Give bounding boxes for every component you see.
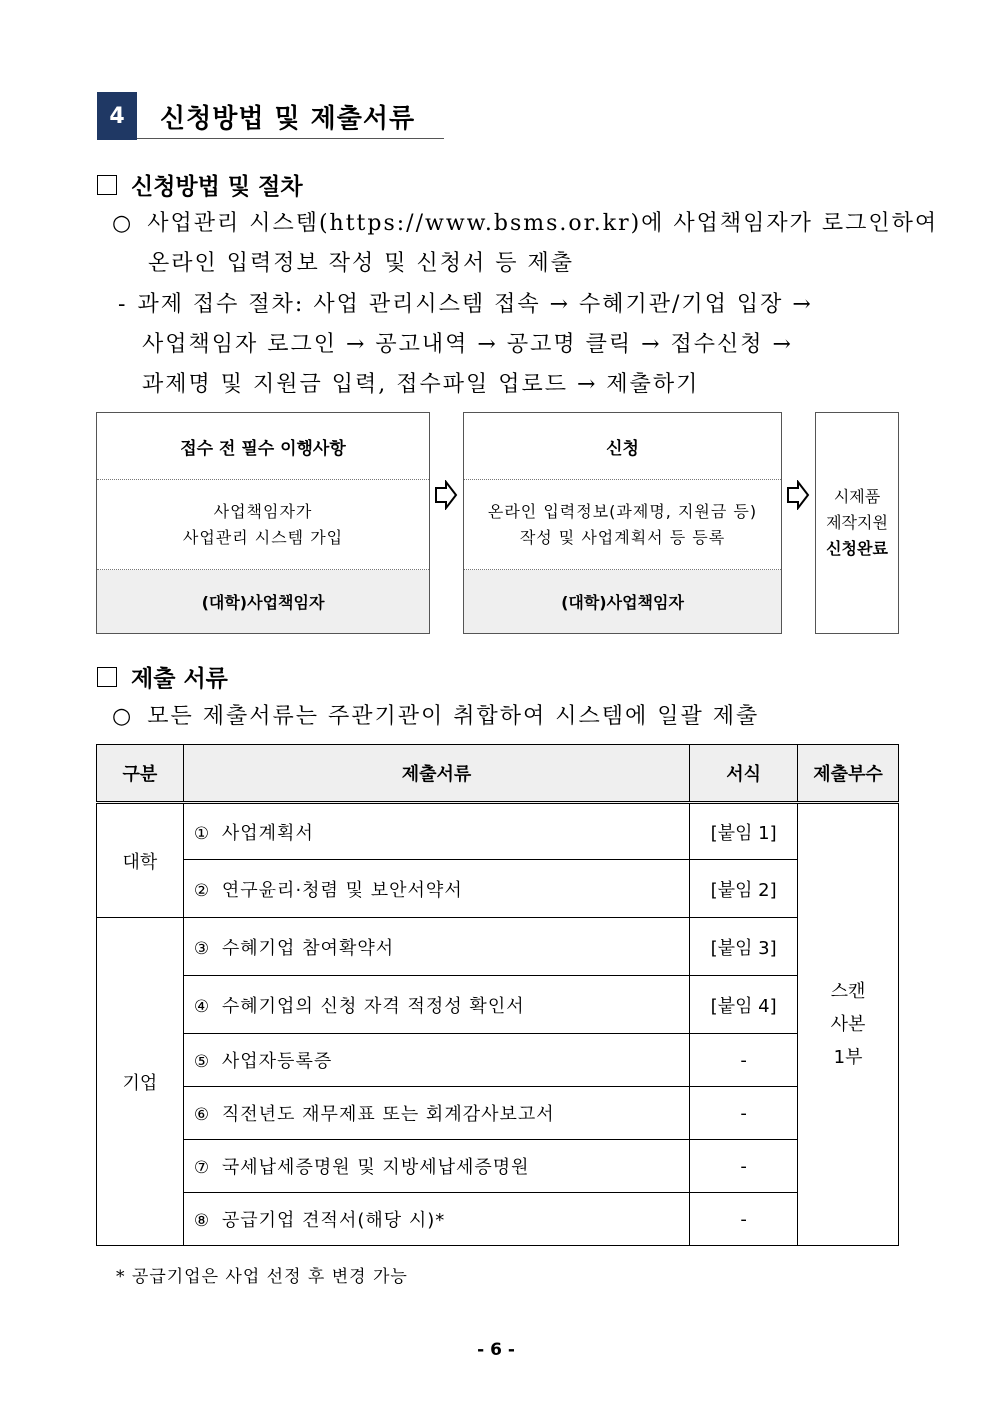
- procedure-bullet-line2: 온라인 입력정보 작성 및 신청서 등 제출: [148, 251, 574, 276]
- document-name: [183, 803, 689, 860]
- copies-line1: 스캔: [830, 981, 866, 1002]
- document-name: [183, 1087, 689, 1140]
- procedure-heading-text: 신청방법 및 절차: [131, 174, 303, 200]
- group-university: 대학: [97, 803, 184, 918]
- flow-step-3-line1: 시제품: [833, 487, 881, 506]
- table-row: [97, 1034, 899, 1087]
- document-name: [183, 1140, 689, 1193]
- dash-bullet: -: [118, 292, 128, 317]
- circle-bullet-icon: ○: [112, 704, 134, 729]
- documents-bullet-text: 모든 제출서류는 주관기관이 취합하여 시스템에 일괄 제출: [147, 704, 760, 729]
- right-arrow-icon: [786, 480, 810, 510]
- form-ref: -: [690, 1034, 798, 1087]
- table-row: [97, 976, 899, 1034]
- flow-step-2-body: [464, 480, 781, 570]
- flow-step-1-actor: (대학)사업책임자: [97, 570, 429, 633]
- circle-bullet-icon: ○: [112, 211, 134, 236]
- document-name-text: 사업계획서: [221, 822, 314, 844]
- item-number: ④: [193, 996, 211, 1017]
- document-name-text: 수혜기업의 신청 자격 적정성 확인서: [221, 995, 525, 1017]
- document-name-text: 공급기업 견적서(해당 시)*: [221, 1210, 446, 1231]
- table-row: [97, 1140, 899, 1193]
- documents-heading: [97, 660, 228, 693]
- document-name-text: 직전년도 재무제표 또는 회계감사보고서: [221, 1104, 555, 1125]
- procedure-dash-line3: 과제명 및 지원금 입력, 접수파일 업로드 → 제출하기: [142, 372, 700, 397]
- flow-step-1-body: [97, 480, 429, 570]
- column-header: 제출부수: [798, 745, 899, 803]
- procedure-dash-line2: 사업책임자 로그인 → 공고내역 → 공고명 클릭 → 접수신청 →: [142, 332, 793, 357]
- item-number: ⑥: [193, 1105, 211, 1125]
- table-row: [97, 1193, 899, 1246]
- documents-heading-text: 제출 서류: [131, 666, 228, 692]
- document-name: [183, 860, 689, 918]
- form-ref: [붙임 1]: [690, 803, 798, 860]
- item-number: ③: [193, 938, 211, 959]
- document-name: [183, 918, 689, 976]
- flow-step-2-body-line1: 온라인 입력정보(과제명, 지원금 등): [487, 501, 758, 521]
- flow-step-1-body-line1: 사업책임자가: [213, 501, 313, 521]
- documents-table: [96, 744, 899, 1246]
- document-name: [183, 1193, 689, 1246]
- flow-step-2-title: 신청: [464, 413, 781, 480]
- item-number: ①: [193, 823, 211, 844]
- flow-step-3: [815, 412, 899, 634]
- copies-line2: 사본: [830, 1014, 866, 1035]
- footnote: * 공급기업은 사업 선정 후 변경 가능: [116, 1267, 408, 1287]
- table-header-row: [97, 745, 899, 803]
- flow-step-2: [463, 412, 782, 634]
- item-number: ⑦: [193, 1158, 211, 1178]
- flow-step-3-line3: 신청완료: [826, 539, 888, 558]
- section-title: 신청방법 및 제출서류: [160, 104, 416, 134]
- document-name-text: 국세납세증명원 및 지방세납세증명원: [221, 1157, 530, 1178]
- form-ref: [붙임 3]: [690, 918, 798, 976]
- section-number: 4: [97, 92, 137, 140]
- item-number: ⑤: [193, 1052, 211, 1072]
- table-row: [97, 1087, 899, 1140]
- checkbox-square-icon: [97, 175, 117, 195]
- flow-step-1: [96, 412, 430, 634]
- item-number: ②: [193, 880, 211, 901]
- copies-line3: 1부: [833, 1047, 863, 1068]
- item-number: ⑧: [193, 1211, 211, 1231]
- form-ref: [붙임 4]: [690, 976, 798, 1034]
- procedure-bullet-line1: [112, 206, 938, 237]
- copies-cell: [798, 803, 899, 1246]
- section-underline: [137, 138, 444, 139]
- page-number: - 6 -: [477, 1340, 515, 1360]
- dash-text-1: 과제 접수 절차: 사업 관리시스템 접속 → 수혜기관/기업 입장 →: [137, 292, 813, 317]
- column-header: 구분: [97, 745, 184, 803]
- form-ref: -: [690, 1087, 798, 1140]
- checkbox-square-icon: [97, 667, 117, 687]
- document-name-text: 수혜기업 참여확약서: [221, 937, 395, 959]
- flow-step-2-body-line2: 작성 및 사업계획서 등 등록: [519, 527, 726, 547]
- table-row: [97, 860, 899, 918]
- group-company: 기업: [97, 918, 184, 1246]
- column-header: 서식: [690, 745, 798, 803]
- documents-bullet: [112, 699, 759, 730]
- table-row: [97, 918, 899, 976]
- right-arrow-icon: [434, 480, 458, 510]
- table-row: [97, 803, 899, 860]
- procedure-dash-line1: [118, 287, 813, 318]
- document-name: [183, 976, 689, 1034]
- document-name-text: 사업자등록증: [221, 1051, 333, 1072]
- document-name: [183, 1034, 689, 1087]
- bullet-text-1: 사업관리 시스템(https://www.bsms.or.kr)에 사업책임자가 로그인하여: [147, 211, 939, 236]
- flow-step-3-line2: 제작지원: [826, 513, 888, 532]
- flow-step-1-title: 접수 전 필수 이행사항: [97, 413, 429, 480]
- flow-step-2-actor: (대학)사업책임자: [464, 570, 781, 633]
- flow-step-1-body-line2: 사업관리 시스템 가입: [182, 527, 344, 547]
- form-ref: -: [690, 1140, 798, 1193]
- form-ref: [붙임 2]: [690, 860, 798, 918]
- procedure-heading: [97, 168, 303, 201]
- form-ref: -: [690, 1193, 798, 1246]
- document-name-text: 연구윤리·청렴 및 보안서약서: [221, 879, 463, 901]
- column-header: 제출서류: [183, 745, 689, 803]
